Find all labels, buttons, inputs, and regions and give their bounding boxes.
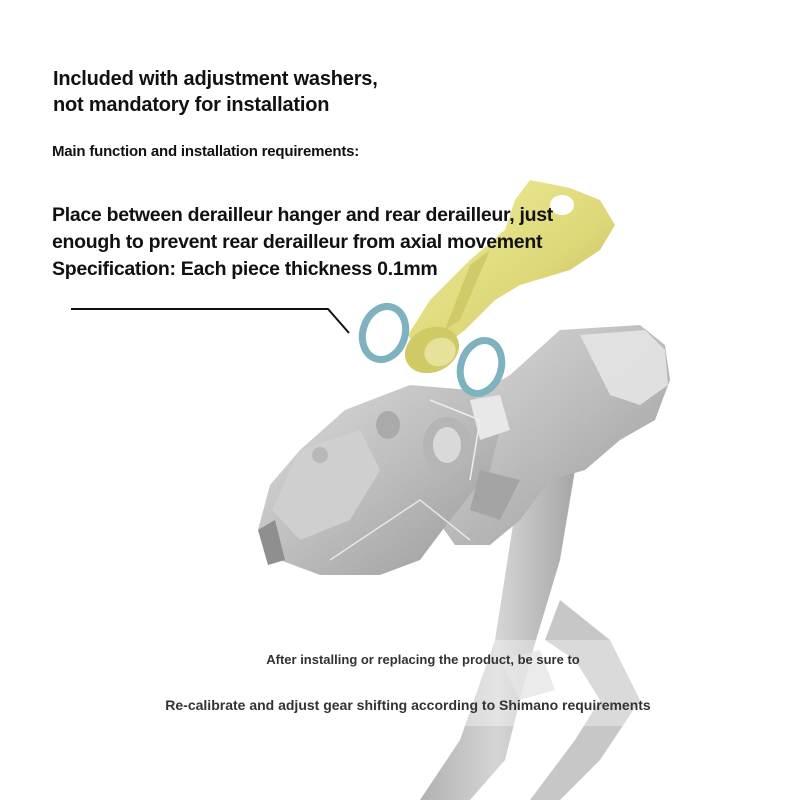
description-line-1: Place between derailleur hanger and rear derailleur, just bbox=[52, 204, 553, 226]
header-title-line-1: Included with adjustment washers, bbox=[53, 68, 378, 90]
footer-note-line-1: After installing or replacing the product, be sure to bbox=[266, 652, 580, 667]
subheading: Main function and installation requirements: bbox=[52, 143, 360, 160]
callout-leader-line bbox=[71, 309, 349, 333]
specification-line: Specification: Each piece thickness 0.1mm bbox=[52, 258, 438, 280]
washer-left bbox=[356, 301, 413, 365]
header-title-line-2: not mandatory for installation bbox=[53, 94, 330, 116]
description-block bbox=[52, 202, 553, 283]
footer-note-line-2: Re-calibrate and adjust gear shifting according to Shimano requirements bbox=[165, 697, 651, 713]
header-title bbox=[53, 66, 378, 118]
description-line-2: enough to prevent rear derailleur from axial movement bbox=[52, 231, 543, 253]
